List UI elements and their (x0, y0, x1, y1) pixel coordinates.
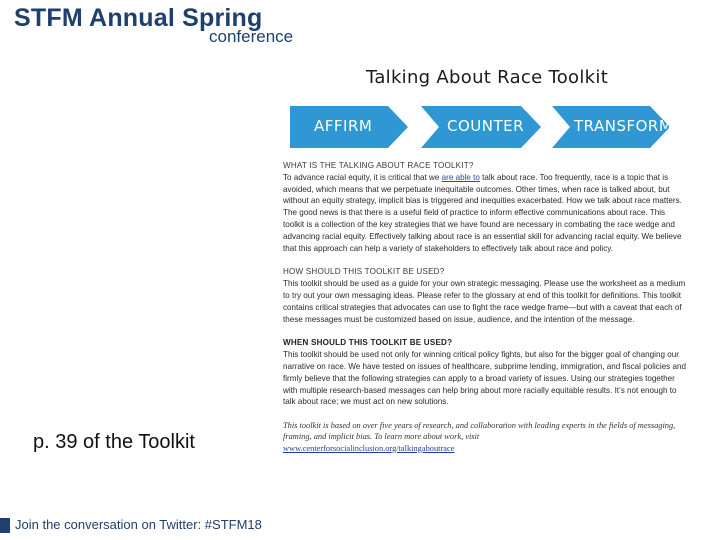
arrow-banner (290, 106, 673, 148)
twitter-hashtag-text: Join the conversation on Twitter: #STFM18 (15, 517, 262, 532)
toolkit-page (283, 160, 688, 454)
counter-label: COUNTER (447, 117, 525, 135)
conference-subtitle: conference (209, 27, 294, 46)
section-heading: WHAT IS THE TALKING ABOUT RACE TOOLKIT? (283, 161, 474, 170)
section-heading: WHEN SHOULD THIS TOOLKIT BE USED? (283, 338, 453, 348)
body-text: talk about race. Too frequently, race is a topic that is avoided, which means that we perpetuate inequitable outcomes. Other times, when race is talked about, but without an equity strategy, implicit bias is triggered and inequities exacerbated. How we talk about race matters. The good news is that there is a useful field of practice to inform effective communications about race. This toolkit is a collection of the key strategies that we have found are necessary in combating the race wedge and advancing racial equity. Effectively talking about race is an essential skill for advancing racial equity. We believe that this approach can help a variety of stakeholders to effectively talk about race and policy. (283, 172, 682, 253)
footer-accent-bar (0, 518, 10, 533)
affirm-arrow (290, 106, 408, 148)
body-text: To advance racial equity, it is critical that we (283, 172, 442, 182)
footnote-link[interactable]: www.centerforsocialinclusion.org/talkingaboutrace (283, 443, 455, 453)
counter-arrow (421, 106, 541, 148)
toolkit-heading: Talking About Race Toolkit (366, 67, 609, 88)
section-body: This toolkit should be used as a guide for your own strategic messaging. Please use the worksheet as a medium to try out your own messaging ideas. Please refer to the glossary at end of this toolkit for definitions. This toolkit contains critical strategies that advocates can use to fight the race wedge frame—but with a caveat that each of these messages must be customized based on issue, audience, and the intention of the message. (283, 279, 686, 324)
underlined-phrase: are able to (441, 172, 480, 182)
section-body (283, 172, 688, 255)
transform-label: TRANSFORM (574, 117, 673, 135)
page-reference-caption: p. 39 of the Toolkit (33, 431, 195, 453)
affirm-label: AFFIRM (314, 117, 373, 135)
footnote (283, 420, 688, 454)
conference-title: STFM Annual Spring (14, 4, 263, 32)
transform-arrow (552, 106, 673, 148)
section-heading: HOW SHOULD THIS TOOLKIT BE USED? (283, 267, 445, 277)
footnote-text: This toolkit is based on over five years of research, and collaboration with leading experts in the fields of messaging, framing, and implicit bias. To learn more about work, visit (283, 421, 676, 442)
section-body: This toolkit should be used not only for winning critical policy fights, but also for the bigger goal of changing our narrative on race. We have tested on issues of healthcare, subprime lending, immigration, and fiscal policies and firmly believe that the following strategies can apply to a broad variety of issues. Using our strategies together with multiple research-based messages can help bring about more racially equitable results. It’s not enough to talk about race; we must act on new solutions. (283, 350, 686, 407)
